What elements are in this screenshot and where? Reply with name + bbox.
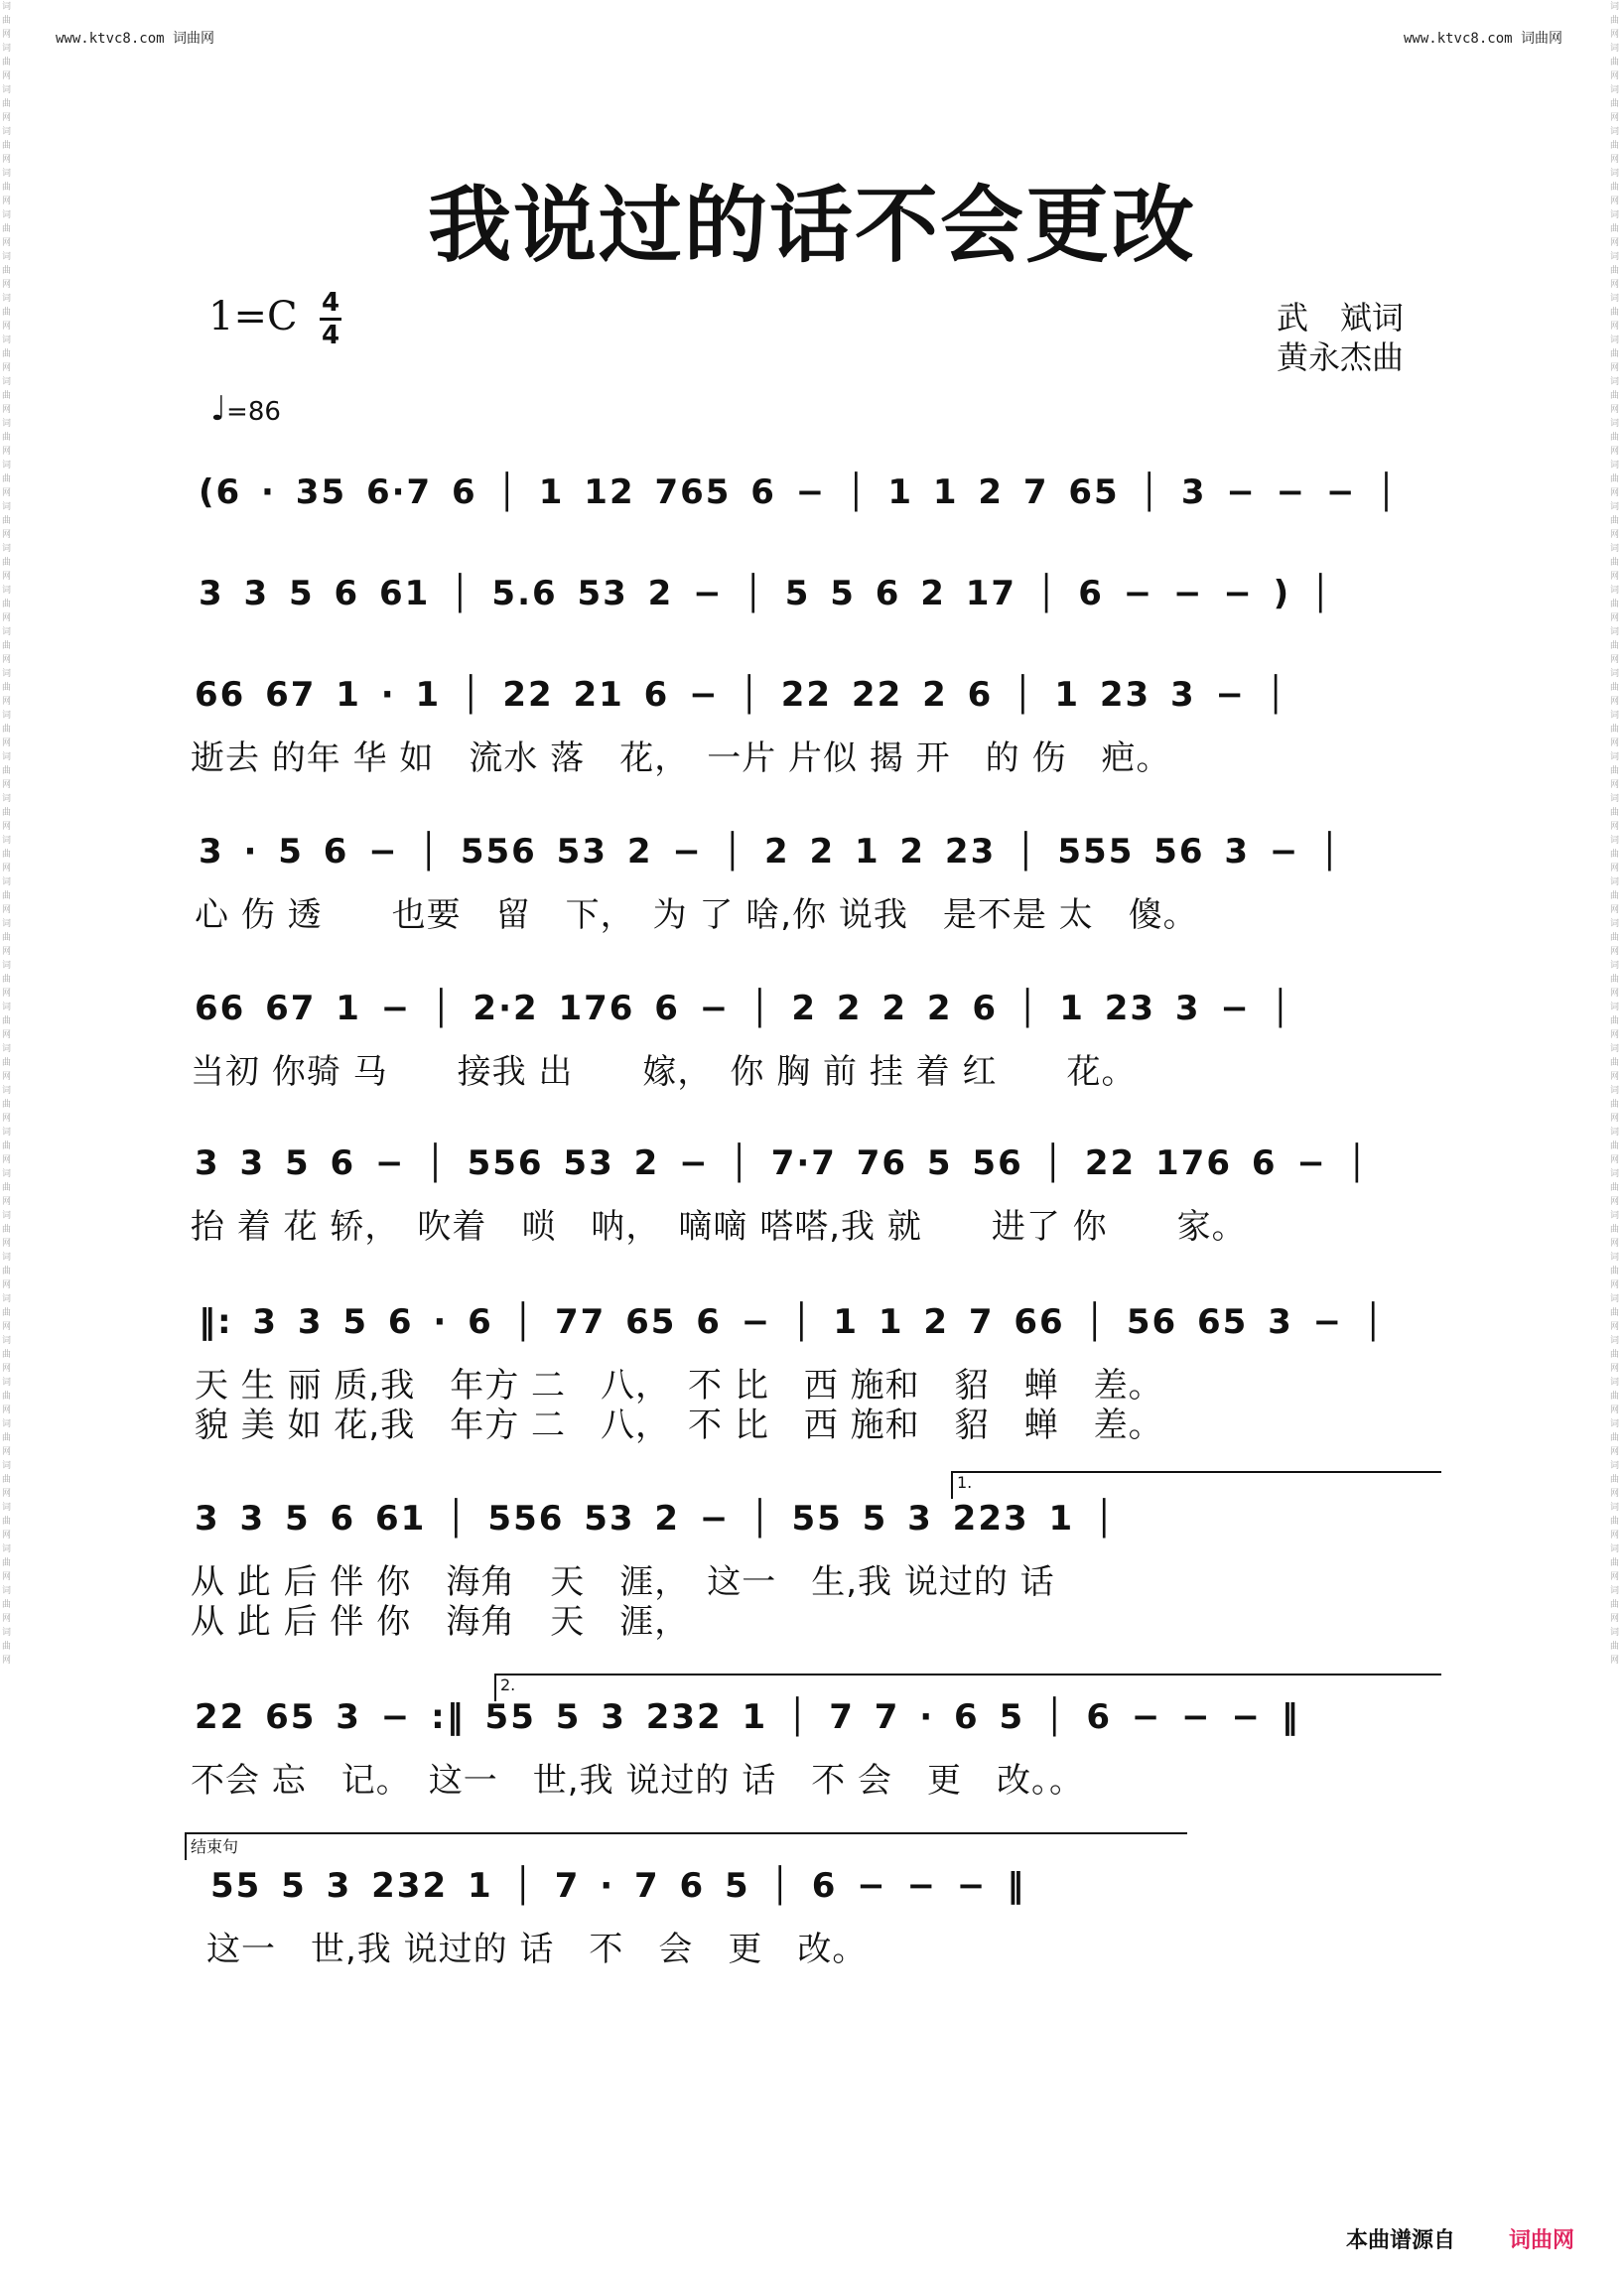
time-signature xyxy=(320,288,341,350)
volta-2: 2. xyxy=(494,1674,1441,1701)
lyric-line: 这一 世,我 说过的 话 不 会 更 改。 xyxy=(206,1930,868,1969)
lyric-line: 貌 美 如 花,我 年方 二 八， 不 比 西 施和 貂 蝉 差。 xyxy=(195,1406,1163,1445)
lyric-line: 天 生 丽 质,我 年方 二 八， 不 比 西 施和 貂 蝉 差。 xyxy=(195,1366,1163,1406)
lyric-line: 心 伤 透 也要 留 下， 为 了 啥,你 说我 是不是 太 傻。 xyxy=(195,895,1198,935)
composer: 黄永杰曲 xyxy=(1277,338,1405,376)
footer-source: 本曲谱源自 xyxy=(1345,2228,1455,2253)
notation-line: 66 67 1 · 1 │ 22 21 6 − │ 22 22 2 6 │ 1 23 3 − │ xyxy=(195,675,1288,715)
notation-line: 3 3 5 6 61 │ 5.6 53 2 − │ 5 5 6 2 17 │ 6 − − − ) │ xyxy=(199,574,1333,613)
lyric-line: 抬 着 花 轿， 吹着 唢 呐， 嘀嘀 嗒嗒,我 就 进了 你 家。 xyxy=(191,1207,1247,1247)
song-title: 我说过的话不会更改 xyxy=(427,177,1196,274)
site-watermark-right: www.ktvc8.com 词曲网 xyxy=(1403,31,1562,47)
key-signature: 1=C xyxy=(208,294,298,339)
notation-line: 66 67 1 − │ 2·2 176 6 − │ 2 2 2 2 6 │ 1 23 3 − │ xyxy=(195,989,1293,1028)
notation-line: ‖: 3 3 5 6 · 6 │ 77 65 6 − │ 1 1 2 7 66 │ 56 65 3 − │ xyxy=(199,1302,1386,1342)
tempo-marking xyxy=(210,389,281,429)
meter-top: 4 xyxy=(321,288,340,318)
lyricist: 武 斌词 xyxy=(1277,299,1405,336)
notation-line: 3 3 5 6 − │ 556 53 2 − │ 7·7 76 5 56 │ 22 176 6 − │ xyxy=(195,1143,1370,1183)
notation-line: 3 3 5 6 61 │ 556 53 2 − │ 55 5 3 223 1 │ xyxy=(195,1499,1117,1539)
notation-line: 22 65 3 − :‖ 55 5 3 232 1 │ 7 7 · 6 5 │ 6 − − − ‖ xyxy=(195,1697,1300,1737)
site-watermark-left: www.ktvc8.com 词曲网 xyxy=(56,31,215,47)
notation-line: (6 · 35 6·7 6 │ 1 12 765 6 − │ 1 1 2 7 65 │ 3 − − − │ xyxy=(199,472,1399,512)
lyric-line: 当初 你骑 马 接我 出 嫁， 你 胸 前 挂 着 红 花。 xyxy=(191,1052,1137,1092)
credits xyxy=(1277,298,1404,377)
meter-bottom: 4 xyxy=(321,321,340,350)
edge-watermark-left: 词曲网词曲网词曲网词曲网词曲网词曲网词曲网词曲网词曲网词曲网词曲网词曲网词曲网词曲网词曲网词曲网词曲网词曲网词曲网词曲网词曲网词曲网词曲网词曲网词曲网词曲网词曲网词曲网词曲网词曲网词曲网词曲网词曲网词曲网词曲网词曲网词曲网词曲网词曲网词曲网 xyxy=(2,2,12,1666)
footer-brand: 词曲网 xyxy=(1508,2228,1574,2253)
lyric-line: 从 此 后 伴 你 海角 天 涯， xyxy=(191,1602,690,1642)
ending-bracket: 结束句 xyxy=(185,1832,1187,1860)
notation-line: 3 · 5 6 − │ 556 53 2 − │ 2 2 1 2 23 │ 555 56 3 − │ xyxy=(199,832,1342,871)
notation-line: 55 5 3 232 1 │ 7 · 7 6 5 │ 6 − − − ‖ xyxy=(210,1866,1026,1906)
volta-1: 1. xyxy=(951,1471,1441,1499)
quarter-note-icon: ♩ xyxy=(210,389,227,429)
lyric-line: 不会 忘 记。 这一 世,我 说过的 话 不 会 更 改。。 xyxy=(191,1761,1085,1801)
lyric-line: 从 此 后 伴 你 海角 天 涯， 这一 生,我 说过的 话 xyxy=(191,1562,1055,1602)
edge-watermark-right: 词曲网词曲网词曲网词曲网词曲网词曲网词曲网词曲网词曲网词曲网词曲网词曲网词曲网词曲网词曲网词曲网词曲网词曲网词曲网词曲网词曲网词曲网词曲网词曲网词曲网词曲网词曲网词曲网词曲网词曲网词曲网词曲网词曲网词曲网词曲网词曲网词曲网词曲网词曲网词曲网 xyxy=(1610,2,1620,1666)
lyric-line: 逝去 的年 华 如 流水 落 花， 一片 片似 揭 开 的 伤 疤。 xyxy=(191,738,1171,778)
tempo-value: =86 xyxy=(226,397,281,427)
